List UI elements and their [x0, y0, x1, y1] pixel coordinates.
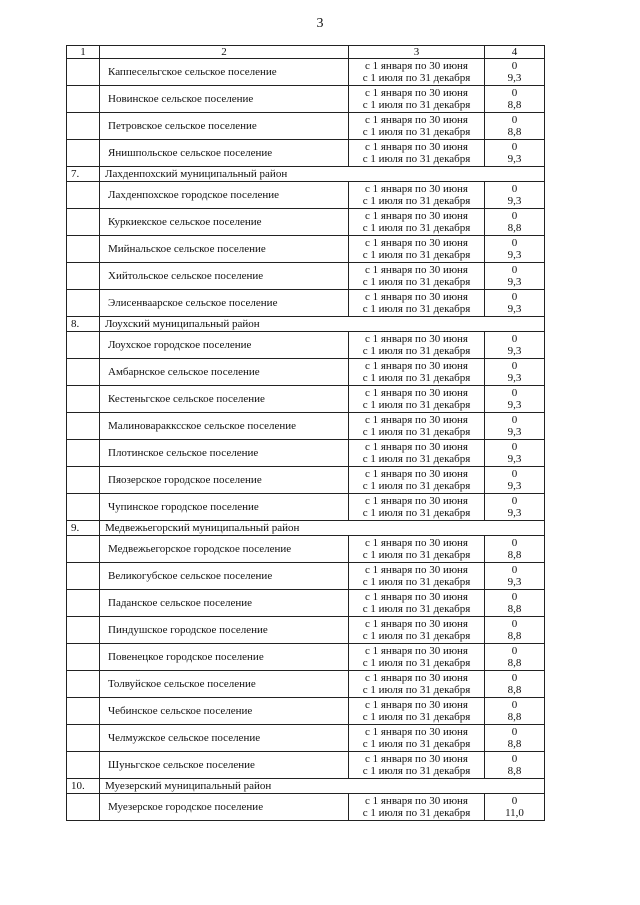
settlement-name: Новинское сельское поселение [100, 86, 349, 113]
settlement-row [67, 671, 545, 698]
settlement-name: Чебинское сельское поселение [100, 698, 349, 725]
period-cell [349, 140, 485, 167]
value-first-half: 0 [511, 183, 518, 195]
settlement-name: Малиноваракксское сельское поселение [100, 413, 349, 440]
period-cell [349, 617, 485, 644]
period-cell [349, 563, 485, 590]
value-second-half: 9,3 [507, 195, 522, 208]
settlement-name: Плотинское сельское поселение [100, 440, 349, 467]
settlement-row [67, 794, 545, 821]
settlement-name: Янишпольское сельское поселение [100, 140, 349, 167]
value-cell [485, 263, 545, 290]
period-first-half: с 1 января по 30 июня [364, 264, 468, 276]
settlement-number-cell [67, 359, 100, 386]
value-first-half: 0 [511, 291, 518, 303]
settlement-name: Каппесельгское сельское поселение [100, 59, 349, 86]
period-cell [349, 440, 485, 467]
value-second-half: 9,3 [507, 480, 522, 493]
value-cell [485, 182, 545, 209]
value-cell [485, 440, 545, 467]
period-first-half: с 1 января по 30 июня [364, 618, 468, 630]
settlement-number-cell [67, 467, 100, 494]
settlement-row [67, 752, 545, 779]
period-cell [349, 698, 485, 725]
settlement-number-cell [67, 413, 100, 440]
settlement-number-cell [67, 536, 100, 563]
value-second-half: 9,3 [507, 72, 522, 85]
settlement-row [67, 59, 545, 86]
settlement-name: Паданское сельское поселение [100, 590, 349, 617]
value-cell [485, 140, 545, 167]
page-number: 3 [316, 16, 324, 31]
value-cell [485, 563, 545, 590]
settlement-row [67, 590, 545, 617]
value-second-half: 8,8 [507, 630, 522, 643]
settlement-row [67, 86, 545, 113]
settlement-name: Великогубское сельское поселение [100, 563, 349, 590]
settlement-number-cell [67, 386, 100, 413]
period-second-half: с 1 июля по 31 декабря [362, 549, 471, 562]
value-second-half: 8,8 [507, 603, 522, 616]
period-second-half: с 1 июля по 31 декабря [362, 222, 471, 235]
settlement-row [67, 536, 545, 563]
value-cell [485, 413, 545, 440]
value-first-half: 0 [511, 753, 518, 765]
value-first-half: 0 [511, 360, 518, 372]
value-second-half: 9,3 [507, 372, 522, 385]
settlement-name: Мийнальское сельское поселение [100, 236, 349, 263]
value-second-half: 8,8 [507, 738, 522, 751]
district-row [67, 317, 545, 332]
settlement-row [67, 290, 545, 317]
settlement-row [67, 182, 545, 209]
settlement-name: Хийтольское сельское поселение [100, 263, 349, 290]
value-first-half: 0 [511, 672, 518, 684]
value-second-half: 9,3 [507, 507, 522, 520]
value-first-half: 0 [511, 141, 518, 153]
district-number: 7. [67, 167, 100, 182]
period-second-half: с 1 июля по 31 декабря [362, 276, 471, 289]
period-first-half: с 1 января по 30 июня [364, 237, 468, 249]
value-first-half: 0 [511, 60, 518, 72]
header-cell-4: 4 [485, 46, 545, 59]
value-cell [485, 467, 545, 494]
period-second-half: с 1 июля по 31 декабря [362, 576, 471, 589]
settlement-number-cell [67, 113, 100, 140]
period-first-half: с 1 января по 30 июня [364, 60, 468, 72]
value-cell [485, 86, 545, 113]
period-second-half: с 1 июля по 31 декабря [362, 399, 471, 412]
settlement-name: Петровское сельское поселение [100, 113, 349, 140]
value-cell [485, 590, 545, 617]
period-second-half: с 1 июля по 31 декабря [362, 738, 471, 751]
period-cell [349, 752, 485, 779]
period-cell [349, 494, 485, 521]
settlement-number-cell [67, 209, 100, 236]
district-name: Медвежьегорский муниципальный район [100, 521, 545, 536]
period-second-half: с 1 июля по 31 декабря [362, 195, 471, 208]
value-cell [485, 332, 545, 359]
period-first-half: с 1 января по 30 июня [364, 414, 468, 426]
period-cell [349, 467, 485, 494]
period-first-half: с 1 января по 30 июня [364, 141, 468, 153]
value-first-half: 0 [511, 564, 518, 576]
value-cell [485, 236, 545, 263]
value-second-half: 9,3 [507, 453, 522, 466]
settlement-number-cell [67, 182, 100, 209]
settlement-row [67, 140, 545, 167]
settlement-number-cell [67, 494, 100, 521]
settlement-number-cell [67, 86, 100, 113]
settlement-row [67, 617, 545, 644]
period-first-half: с 1 января по 30 июня [364, 591, 468, 603]
period-first-half: с 1 января по 30 июня [364, 672, 468, 684]
settlement-row [67, 359, 545, 386]
period-second-half: с 1 июля по 31 декабря [362, 345, 471, 358]
period-cell [349, 590, 485, 617]
period-cell [349, 236, 485, 263]
value-second-half: 8,8 [507, 711, 522, 724]
period-second-half: с 1 июля по 31 декабря [362, 807, 471, 820]
settlement-number-cell [67, 671, 100, 698]
value-cell [485, 725, 545, 752]
district-row [67, 779, 545, 794]
value-second-half: 8,8 [507, 222, 522, 235]
period-first-half: с 1 января по 30 июня [364, 360, 468, 372]
value-first-half: 0 [511, 699, 518, 711]
period-second-half: с 1 июля по 31 декабря [362, 249, 471, 262]
period-first-half: с 1 января по 30 июня [364, 564, 468, 576]
value-first-half: 0 [511, 618, 518, 630]
settlement-row [67, 236, 545, 263]
settlement-name: Пиндушское городское поселение [100, 617, 349, 644]
settlement-number-cell [67, 332, 100, 359]
value-first-half: 0 [511, 726, 518, 738]
period-first-half: с 1 января по 30 июня [364, 537, 468, 549]
value-cell [485, 494, 545, 521]
value-cell [485, 698, 545, 725]
period-second-half: с 1 июля по 31 декабря [362, 453, 471, 466]
period-first-half: с 1 января по 30 июня [364, 645, 468, 657]
district-name: Муезерский муниципальный район [100, 779, 545, 794]
tariff-table-body [67, 46, 545, 821]
period-first-half: с 1 января по 30 июня [364, 183, 468, 195]
period-cell [349, 209, 485, 236]
district-name: Лоухский муниципальный район [100, 317, 545, 332]
settlement-name: Элисенваарское сельское поселение [100, 290, 349, 317]
settlement-number-cell [67, 725, 100, 752]
period-first-half: с 1 января по 30 июня [364, 387, 468, 399]
period-cell [349, 332, 485, 359]
settlement-name: Чупинское городское поселение [100, 494, 349, 521]
district-row [67, 167, 545, 182]
period-cell [349, 794, 485, 821]
value-first-half: 0 [511, 441, 518, 453]
period-second-half: с 1 июля по 31 декабря [362, 711, 471, 724]
period-second-half: с 1 июля по 31 декабря [362, 126, 471, 139]
period-second-half: с 1 июля по 31 декабря [362, 765, 471, 778]
settlement-name: Кестеньгское сельское поселение [100, 386, 349, 413]
period-second-half: с 1 июля по 31 декабря [362, 372, 471, 385]
settlement-name: Муезерское городское поселение [100, 794, 349, 821]
settlement-number-cell [67, 590, 100, 617]
value-first-half: 0 [511, 537, 518, 549]
value-cell [485, 113, 545, 140]
value-second-half: 8,8 [507, 126, 522, 139]
period-cell [349, 290, 485, 317]
district-number: 8. [67, 317, 100, 332]
tariff-table [66, 45, 545, 821]
settlement-number-cell [67, 794, 100, 821]
period-second-half: с 1 июля по 31 декабря [362, 153, 471, 166]
settlement-row [67, 698, 545, 725]
period-second-half: с 1 июля по 31 декабря [362, 99, 471, 112]
value-second-half: 8,8 [507, 549, 522, 562]
period-second-half: с 1 июля по 31 декабря [362, 480, 471, 493]
period-first-half: с 1 января по 30 июня [364, 753, 468, 765]
value-second-half: 9,3 [507, 426, 522, 439]
value-second-half: 8,8 [507, 99, 522, 112]
settlement-row [67, 440, 545, 467]
period-cell [349, 182, 485, 209]
settlement-row [67, 725, 545, 752]
settlement-row [67, 386, 545, 413]
settlement-number-cell [67, 440, 100, 467]
value-second-half: 9,3 [507, 276, 522, 289]
value-first-half: 0 [511, 114, 518, 126]
value-first-half: 0 [511, 495, 518, 507]
value-cell [485, 209, 545, 236]
period-second-half: с 1 июля по 31 декабря [362, 630, 471, 643]
value-first-half: 0 [511, 387, 518, 399]
period-second-half: с 1 июля по 31 декабря [362, 507, 471, 520]
settlement-name: Лахденпохское городское поселение [100, 182, 349, 209]
period-cell [349, 263, 485, 290]
value-cell [485, 290, 545, 317]
period-cell [349, 644, 485, 671]
settlement-name: Лоухское городское поселение [100, 332, 349, 359]
settlement-name: Медвежьегорское городское поселение [100, 536, 349, 563]
value-second-half: 9,3 [507, 399, 522, 412]
value-first-half: 0 [511, 795, 518, 807]
period-cell [349, 386, 485, 413]
period-first-half: с 1 января по 30 июня [364, 333, 468, 345]
period-cell [349, 413, 485, 440]
settlement-number-cell [67, 752, 100, 779]
header-row [67, 46, 545, 59]
settlement-row [67, 644, 545, 671]
settlement-number-cell [67, 563, 100, 590]
settlement-number-cell [67, 140, 100, 167]
period-first-half: с 1 января по 30 июня [364, 210, 468, 222]
district-number: 10. [67, 779, 100, 794]
value-cell [485, 671, 545, 698]
settlement-number-cell [67, 644, 100, 671]
value-first-half: 0 [511, 414, 518, 426]
value-first-half: 0 [511, 468, 518, 480]
value-second-half: 9,3 [507, 249, 522, 262]
settlement-row [67, 332, 545, 359]
value-second-half: 9,3 [507, 345, 522, 358]
period-cell [349, 359, 485, 386]
value-cell [485, 644, 545, 671]
value-cell [485, 617, 545, 644]
settlement-name: Куркиекское сельское поселение [100, 209, 349, 236]
settlement-row [67, 467, 545, 494]
period-second-half: с 1 июля по 31 декабря [362, 426, 471, 439]
period-second-half: с 1 июля по 31 декабря [362, 603, 471, 616]
period-first-half: с 1 января по 30 июня [364, 495, 468, 507]
district-name: Лахденпохский муниципальный район [100, 167, 545, 182]
header-cell-1: 1 [67, 46, 100, 59]
period-cell [349, 113, 485, 140]
tariff-table-container [66, 45, 545, 821]
header-cell-2: 2 [100, 46, 349, 59]
settlement-number-cell [67, 290, 100, 317]
period-first-half: с 1 января по 30 июня [364, 468, 468, 480]
period-cell [349, 536, 485, 563]
value-second-half: 8,8 [507, 684, 522, 697]
value-second-half: 8,8 [507, 657, 522, 670]
district-row [67, 521, 545, 536]
period-cell [349, 59, 485, 86]
period-cell [349, 671, 485, 698]
value-first-half: 0 [511, 645, 518, 657]
settlement-name: Амбарнское сельское поселение [100, 359, 349, 386]
value-first-half: 0 [511, 237, 518, 249]
settlement-name: Челмужское сельское поселение [100, 725, 349, 752]
period-first-half: с 1 января по 30 июня [364, 114, 468, 126]
settlement-row [67, 494, 545, 521]
period-second-half: с 1 июля по 31 декабря [362, 72, 471, 85]
value-second-half: 8,8 [507, 765, 522, 778]
settlement-row [67, 413, 545, 440]
settlement-name: Повенецкое городское поселение [100, 644, 349, 671]
period-first-half: с 1 января по 30 июня [364, 291, 468, 303]
value-first-half: 0 [511, 264, 518, 276]
settlement-number-cell [67, 698, 100, 725]
value-first-half: 0 [511, 591, 518, 603]
value-cell [485, 794, 545, 821]
period-cell [349, 725, 485, 752]
header-cell-3: 3 [349, 46, 485, 59]
value-cell [485, 59, 545, 86]
settlement-number-cell [67, 236, 100, 263]
period-first-half: с 1 января по 30 июня [364, 87, 468, 99]
period-second-half: с 1 июля по 31 декабря [362, 303, 471, 316]
settlement-row [67, 563, 545, 590]
value-second-half: 11,0 [505, 807, 524, 820]
value-first-half: 0 [511, 333, 518, 345]
settlement-row [67, 209, 545, 236]
period-first-half: с 1 января по 30 июня [364, 441, 468, 453]
period-first-half: с 1 января по 30 июня [364, 795, 468, 807]
settlement-row [67, 263, 545, 290]
settlement-name: Пяозерское городское поселение [100, 467, 349, 494]
value-second-half: 9,3 [507, 153, 522, 166]
settlement-row [67, 113, 545, 140]
value-first-half: 0 [511, 87, 518, 99]
period-cell [349, 86, 485, 113]
value-cell [485, 359, 545, 386]
settlement-number-cell [67, 59, 100, 86]
district-number: 9. [67, 521, 100, 536]
period-second-half: с 1 июля по 31 декабря [362, 684, 471, 697]
period-second-half: с 1 июля по 31 декабря [362, 657, 471, 670]
settlement-number-cell [67, 263, 100, 290]
period-first-half: с 1 января по 30 июня [364, 726, 468, 738]
value-cell [485, 752, 545, 779]
value-first-half: 0 [511, 210, 518, 222]
settlement-name: Толвуйское сельское поселение [100, 671, 349, 698]
settlement-name: Шуньгское сельское поселение [100, 752, 349, 779]
value-second-half: 9,3 [507, 303, 522, 316]
value-second-half: 9,3 [507, 576, 522, 589]
period-first-half: с 1 января по 30 июня [364, 699, 468, 711]
value-cell [485, 536, 545, 563]
settlement-number-cell [67, 617, 100, 644]
value-cell [485, 386, 545, 413]
